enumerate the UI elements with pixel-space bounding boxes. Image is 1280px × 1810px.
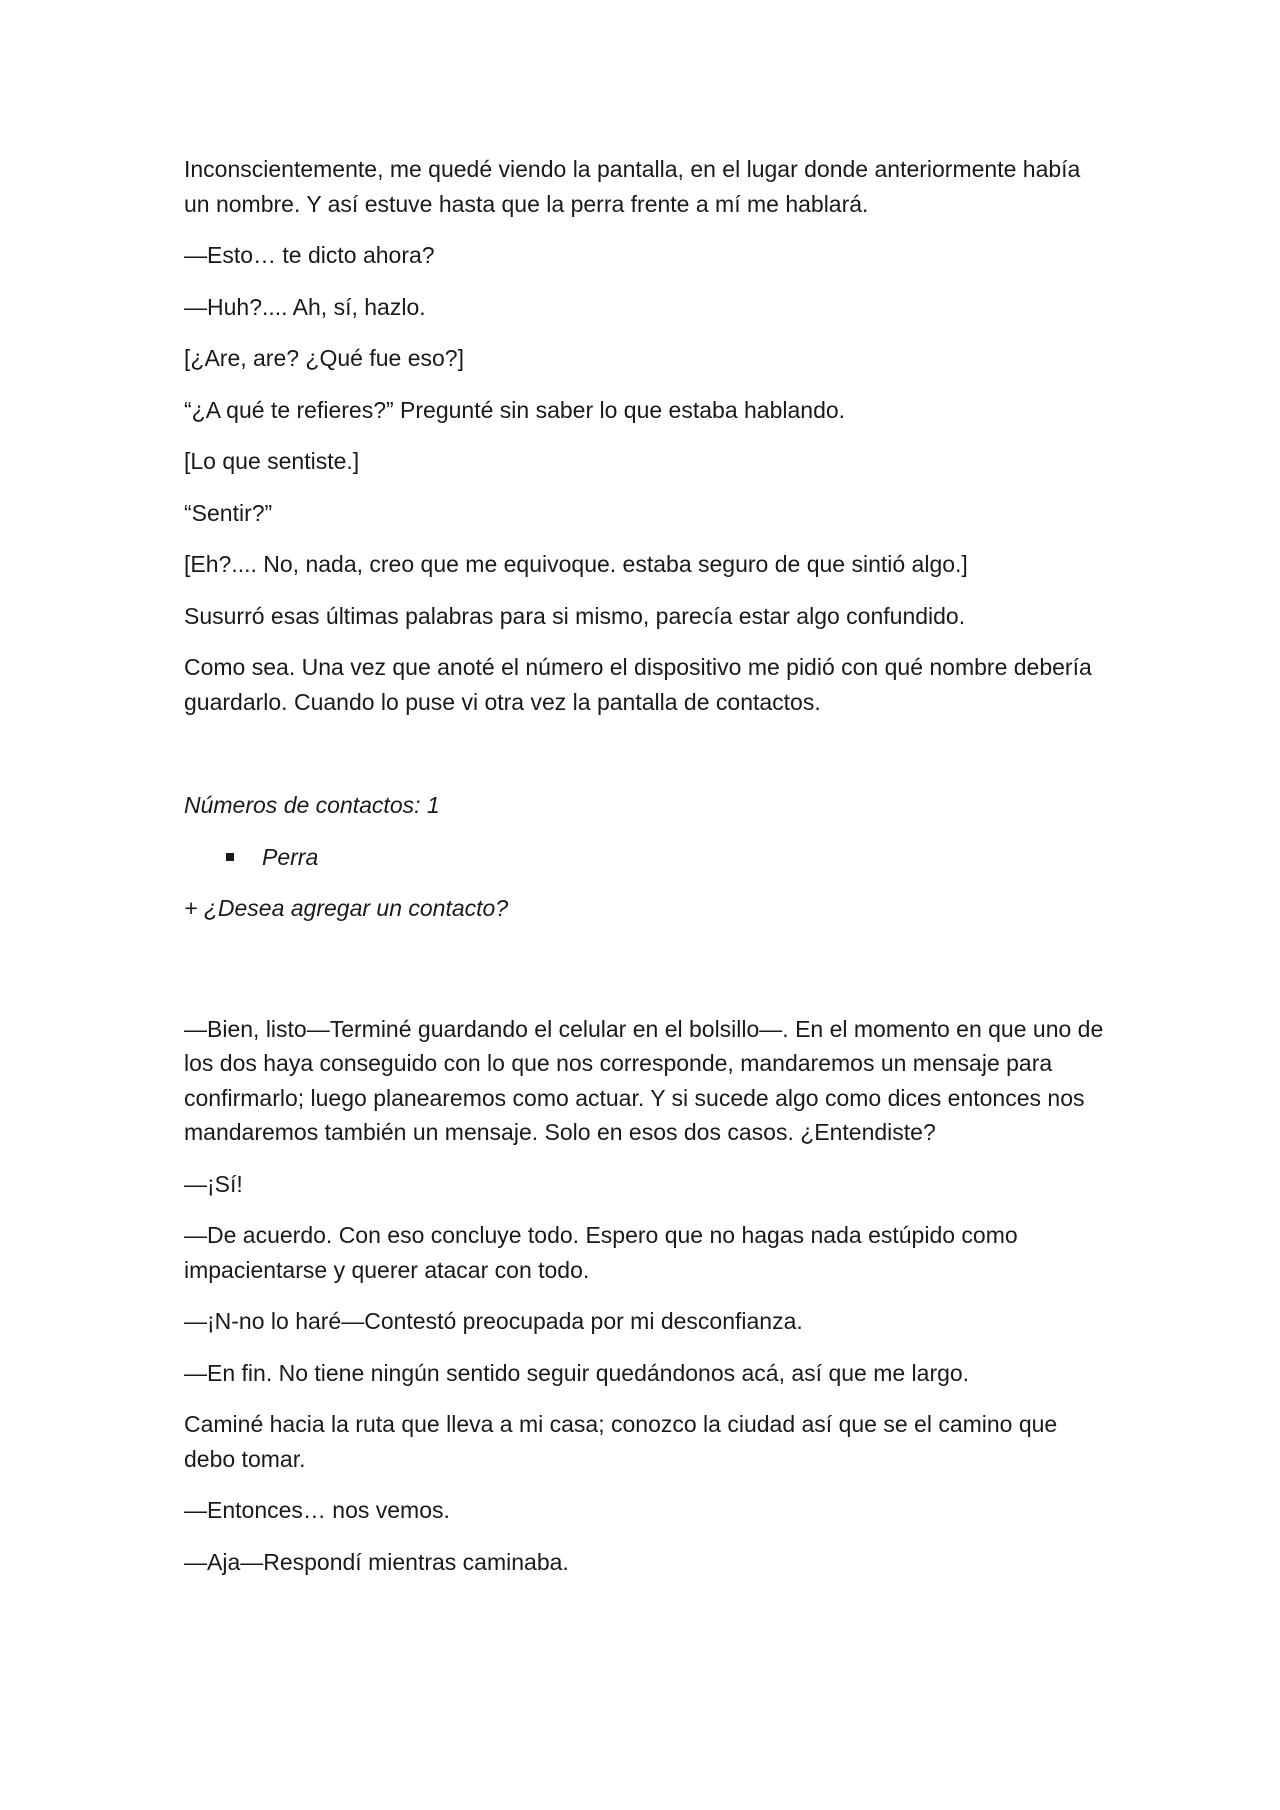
paragraph: —Entonces… nos vemos. — [184, 1497, 450, 1523]
paragraph: —¡Sí! — [184, 1170, 243, 1197]
contact-item — [226, 840, 1104, 875]
paragraph: Como sea. Una vez que anoté el número el dispositivo me pidió con qué nombre debería guardarlo. Cuando lo puse vi otra vez la pantalla de contactos. — [184, 654, 1092, 715]
contact-name: Perra — [262, 843, 319, 870]
paragraph: “¿A qué te refieres?” Pregunté sin saber lo que estaba hablando. — [184, 396, 846, 423]
add-contact-prompt: + ¿Desea agregar un contacto? — [184, 895, 509, 921]
paragraph: —Aja—Respondí mientras caminaba. — [184, 1548, 569, 1575]
paragraph: —¡N-no lo haré—Contestó preocupada por mi desconfianza. — [184, 1308, 803, 1334]
paragraph: [¿Are, are? ¿Qué fue eso?] — [184, 345, 464, 371]
contacts-heading: Números de contactos: 1 — [184, 792, 440, 818]
paragraph: Susurró esas últimas palabras para si mismo, parecía estar algo confundido. — [184, 602, 966, 629]
paragraph: Inconscientemente, me quedé viendo la pantalla, en el lugar donde anteriormente había un nombre. Y así estuve hasta que la perra frente a mí me hablará. — [184, 156, 1081, 217]
document-body — [184, 152, 1104, 1596]
square-bullet-icon — [226, 853, 234, 861]
paragraph: —Bien, listo—Terminé guardando el celular en el bolsillo—. En el momento en que uno de los dos haya conseguido con lo que nos corresponde, mandaremos un mensaje para confirmarlo; luego planearemos como actuar. Y si sucede algo como dices entonces nos mandaremos también un mensaje. Solo en esos dos casos. ¿Entendiste? — [184, 1015, 1104, 1145]
paragraph: —Huh?.... Ah, sí, hazlo. — [184, 293, 426, 320]
paragraph: Caminé hacia la ruta que lleva a mi casa; conozco la ciudad así que se el camino que debo tomar. — [184, 1411, 1058, 1472]
paragraph: “Sentir?” — [184, 499, 273, 526]
contact-list — [184, 840, 1104, 875]
paragraph: —De acuerdo. Con eso concluye todo. Espero que no hagas nada estúpido como impacientarse y querer atacar con todo. — [184, 1222, 1018, 1283]
paragraph: —Esto… te dicto ahora? — [184, 242, 435, 268]
paragraph: [Eh?.... No, nada, creo que me equivoque. estaba seguro de que sintió algo.] — [184, 551, 968, 577]
paragraph: [Lo que sentiste.] — [184, 448, 360, 474]
paragraph: —En fin. No tiene ningún sentido seguir quedándonos acá, así que me largo. — [184, 1359, 970, 1386]
